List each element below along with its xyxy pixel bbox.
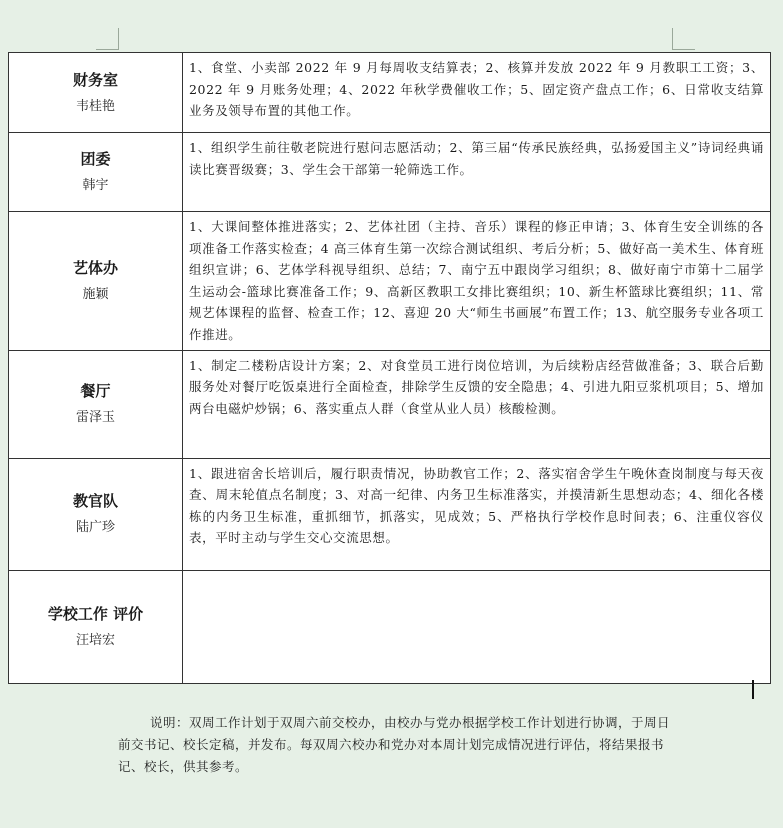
person-name: 雷泽玉 [75,410,115,426]
text-cursor [752,680,754,699]
table-row [9,350,771,458]
person-name: 施颖 [82,286,109,302]
department-name: 艺体办 [72,258,118,277]
crop-mark-right-horizontal [673,49,695,50]
person-name: 汪培宏 [75,632,115,648]
work-content-cell[interactable]: 1、制定二楼粉店设计方案；2、对食堂员工进行岗位培训，为后续粉店经营做准备；3、联合后勤服务处对餐厅吃饭桌进行全面检查，排除学生反馈的安全隐患；4、引进九阳豆浆机项目；5、增加两台电磁炉炒锅；6、落实重点人群（食堂从业人员）核酸检测。 [183,350,771,458]
work-content-cell[interactable] [183,570,771,683]
crop-mark-right-vertical [672,28,673,50]
work-plan-table [8,52,771,684]
department-cell[interactable] [9,53,183,133]
table-row [9,53,771,133]
work-content-cell[interactable]: 1、大课间整体推进落实；2、艺体社团（主持、音乐）课程的修正申请；3、体育生安全训练的各项准备工作落实检查；4 高三体育生第一次综合测试组织、考后分析；5、做好高一美术生、体育班组织宣讲；6、艺体学科视导组织、总结；7、南宁五中跟岗学习组织；8、做好南宁市第十二届学生运动会-篮球比赛准备工作；9、高新区教职工女排比赛组织；10、新生杯篮球比赛组织；11、常规艺体课程的监督、检查工作；12、喜迎 20 大“师生书画展”布置工作；13、航空服务专业各项工作推进。 [183,212,771,351]
person-name: 韦桂艳 [75,98,115,114]
work-content-cell[interactable]: 1、跟进宿舍长培训后，履行职责情况，协助教官工作；2、落实宿舍学生午晚休查岗制度与每天夜查、周末轮值点名制度；3、对高一纪律、内务卫生标准落实，并摸清新生思想动态；4、细化各楼栋的内务卫生标准，重抓细节，抓落实，见成效；5、严格执行学校作息时间表；6、注重仪容仪表，平时主动与学生交心交流思想。 [183,458,771,570]
work-content-cell[interactable]: 1、食堂、小卖部 2022 年 9 月每周收支结算表；2、核算并发放 2022 年 9 月教职工工资；3、2022 年 9 月账务处理；4、2022 年秋学费催收工作；5、固定资产盘点工作；6、日常收支结算业务及领导布置的其他工作。 [183,53,771,133]
footnote: 说明：双周工作计划于双周六前交校办，由校办与党办根据学校工作计划进行协调，于周日前交书记、校长定稿，并发布。每双周六校办和党办对本周计划完成情况进行评估，将结果报书记、校长，供其参考。 [118,715,671,774]
work-content-cell[interactable]: 1、组织学生前往敬老院进行慰问志愿活动；2、第三届“传承民族经典，弘扬爱国主义”诗词经典诵读比赛晋级赛；3、学生会干部第一轮筛选工作。 [183,133,771,212]
table-row [9,458,771,570]
department-cell[interactable] [9,458,183,570]
department-cell[interactable] [9,350,183,458]
department-name: 教官队 [72,492,118,511]
crop-mark-left-vertical [118,28,119,50]
person-name: 韩宇 [82,178,109,193]
table-row [9,212,771,351]
department-cell[interactable] [9,133,183,212]
department-name: 财务室 [72,70,118,89]
department-name: 团委 [80,150,111,168]
department-cell[interactable] [9,570,183,683]
crop-mark-left-horizontal [96,49,118,50]
table-row [9,570,771,683]
person-name: 陆广珍 [75,520,115,536]
department-name: 餐厅 [80,382,111,401]
department-name: 学校工作 评价 [47,604,144,623]
department-cell[interactable] [9,212,183,351]
table-row [9,133,771,212]
